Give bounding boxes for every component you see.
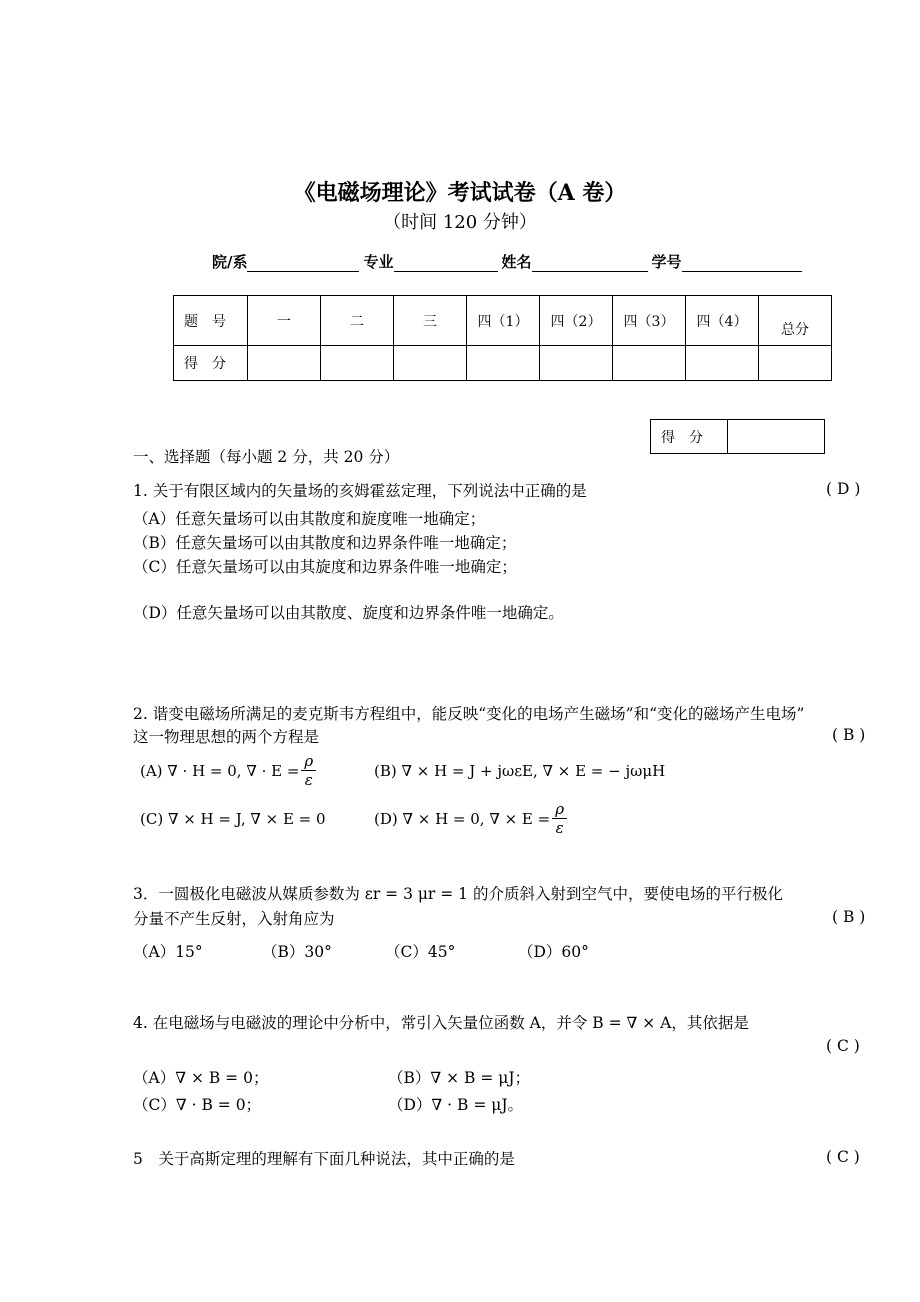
major-blank[interactable] [394,255,498,272]
question-3-answer: ( B ) [832,908,866,926]
question-2-option-a [140,752,318,789]
score-cell[interactable] [540,346,613,381]
student-info-line [212,251,806,272]
score-table-header-row [174,296,832,346]
question-1-option-c: （C）任意矢量场可以由其旋度和边界条件唯一地确定； [133,558,517,576]
fraction-denominator: ε [555,819,564,837]
exam-title: 《电磁场理论》考试试卷（A 卷） [293,180,627,206]
fraction-numerator: ρ [552,800,567,819]
question-2-option-a-text: (A) ∇ · H = 0, ∇ · E = [140,761,300,780]
question-3-stem-cont: 分量不产生反射，入射角应为 [133,910,335,928]
score-table-header-cell: 四（2） [540,296,613,346]
question-2-option-d [374,800,569,837]
question-3-option-c: （C）45° [385,943,456,961]
score-table-header-cell: 三 [394,296,467,346]
question-1-answer: ( D ) [826,480,861,498]
question-4-option-b: （B）∇ × B = μJ； [388,1069,531,1087]
question-4-stem: 4. 在电磁场与电磁波的理论中分析中，常引入矢量位函数 A，并令 B = ∇ × A，其依据是 [133,1014,749,1032]
department-blank[interactable] [247,255,359,272]
question-3-option-b: （B）30° [262,943,332,961]
fraction-denominator: ε [304,771,313,789]
section-heading: 一、选择题（每小题 2 分，共 20 分） [133,448,400,466]
question-3-option-d: （D）60° [518,943,589,961]
question-2-stem-cont: 这一物理思想的两个方程是 [133,728,320,746]
student-id-blank[interactable] [682,255,802,272]
fraction [301,752,316,789]
score-table-header-cell: 四（1） [467,296,540,346]
info-label-department: 院/系 [212,253,248,271]
info-label-name: 姓名 [501,253,532,271]
score-table-header-cell: 总分 [759,296,832,346]
info-label-major: 专业 [363,253,394,271]
score-table-score-label: 得 分 [174,346,248,381]
question-1-option-a: （A）任意矢量场可以由其散度和旋度唯一地确定； [133,510,486,528]
score-cell[interactable] [467,346,540,381]
score-cell[interactable] [759,346,832,381]
name-blank[interactable] [532,255,648,272]
section-score-cell[interactable] [728,420,825,454]
score-table-header-cell: 题 号 [174,296,248,346]
score-cell[interactable] [248,346,321,381]
question-2-option-b: (B) ∇ × H = J + jωεE, ∇ × E = − jωμH [374,762,666,780]
score-table [173,295,832,381]
question-5-stem: 5 关于高斯定理的理解有下面几种说法，其中正确的是 [133,1150,515,1168]
score-table-header-cell: 一 [248,296,321,346]
question-3-option-a: （A）15° [133,943,203,961]
section-score-box [650,419,825,454]
question-2-option-d-text: (D) ∇ × H = 0, ∇ × E = [374,809,551,828]
score-table-score-row [174,346,832,381]
section-score-label: 得 分 [651,420,728,454]
question-4-option-a: （A）∇ × B = 0； [133,1069,269,1087]
question-4-option-d: （D）∇ · B = μJ。 [388,1096,524,1114]
question-5-answer: ( C ) [826,1148,860,1166]
question-3-stem: 3．一圆极化电磁波从媒质参数为 εr = 3 μr = 1 的介质斜入射到空气中，要使电场的平行极化 [133,885,783,903]
question-2-answer: ( B ) [832,726,866,744]
score-table-header-cell: 二 [321,296,394,346]
score-table-header-cell: 四（3） [613,296,686,346]
exam-duration: （时间 120 分钟） [383,212,537,233]
question-4-answer: ( C ) [826,1037,860,1055]
score-table-header-cell: 四（4） [686,296,759,346]
question-2-option-c: (C) ∇ × H = J, ∇ × E = 0 [140,810,326,828]
score-cell[interactable] [394,346,467,381]
question-4-option-c: （C）∇ · B = 0； [133,1096,262,1114]
info-label-student-id: 学号 [651,253,682,271]
fraction-numerator: ρ [301,752,316,771]
fraction [552,800,567,837]
score-cell[interactable] [321,346,394,381]
question-2-stem: 2. 谐变电磁场所满足的麦克斯韦方程组中，能反映“变化的电场产生磁场”和“变化的磁场产生电场” [133,705,805,723]
score-cell[interactable] [613,346,686,381]
score-cell[interactable] [686,346,759,381]
question-1-option-b: （B）任意矢量场可以由其散度和边界条件唯一地确定； [133,534,517,552]
question-1-stem: 1. 关于有限区域内的矢量场的亥姆霍兹定理，下列说法中正确的是 [133,482,587,500]
question-1-option-d: （D）任意矢量场可以由其散度、旋度和边界条件唯一地确定。 [133,604,564,622]
